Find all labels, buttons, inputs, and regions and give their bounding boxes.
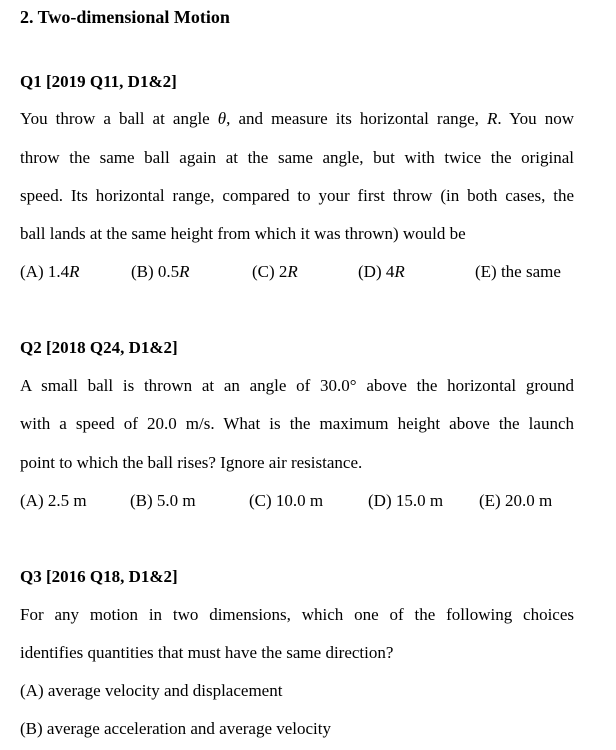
q1-choice-e: (E) the same — [475, 262, 561, 281]
q2-choice-e: (E) 20.0 m — [479, 491, 553, 510]
q1-choice-d: (D) 4R — [358, 262, 405, 281]
q1-choice-a: (A) 1.4R — [20, 262, 80, 281]
q1-text-line-2: throw the same ball again at the same angle, but with twice the original — [20, 148, 574, 167]
q2-heading: Q2 [2018 Q24, D1&2] — [20, 338, 178, 357]
q3-text-line-2: identifies quantities that must have the same direction? — [20, 643, 394, 662]
q3-choice-b: (B) average acceleration and average velocity — [20, 719, 332, 738]
q3-heading: Q3 [2016 Q18, D1&2] — [20, 567, 178, 586]
q1-choice-c: (C) 2R — [252, 262, 298, 281]
q2-choice-a: (A) 2.5 m — [20, 491, 87, 510]
q1-choice-b: (B) 0.5R — [131, 262, 190, 281]
q2-choice-d: (D) 15.0 m — [368, 491, 444, 510]
q1-text-line-4: ball lands at the same height from which it was thrown) would be — [20, 224, 466, 243]
q1-choices — [0, 262, 616, 282]
q2-text-line-1: A small ball is thrown at an angle of 30.0° above the horizontal ground — [20, 376, 574, 395]
q1-heading: Q1 [2019 Q11, D1&2] — [20, 72, 177, 91]
q2-text-line-2: with a speed of 20.0 m/s. What is the maximum height above the launch — [20, 414, 574, 433]
q1-text-line-1: You throw a ball at angle θ, and measure its horizontal range, R. You now — [20, 109, 574, 128]
q3-choice-a: (A) average velocity and displacement — [20, 681, 283, 700]
q2-choice-b: (B) 5.0 m — [130, 491, 196, 510]
section-title: 2. Two-dimensional Motion — [20, 7, 230, 27]
q3-text-line-1: For any motion in two dimensions, which one of the following choices — [20, 605, 574, 624]
q2-text-line-3: point to which the ball rises? Ignore air resistance. — [20, 453, 363, 472]
q2-choices — [0, 491, 616, 511]
q1-text-line-3: speed. Its horizontal range, compared to your first throw (in both cases, the — [20, 186, 574, 205]
q2-choice-c: (C) 10.0 m — [249, 491, 324, 510]
